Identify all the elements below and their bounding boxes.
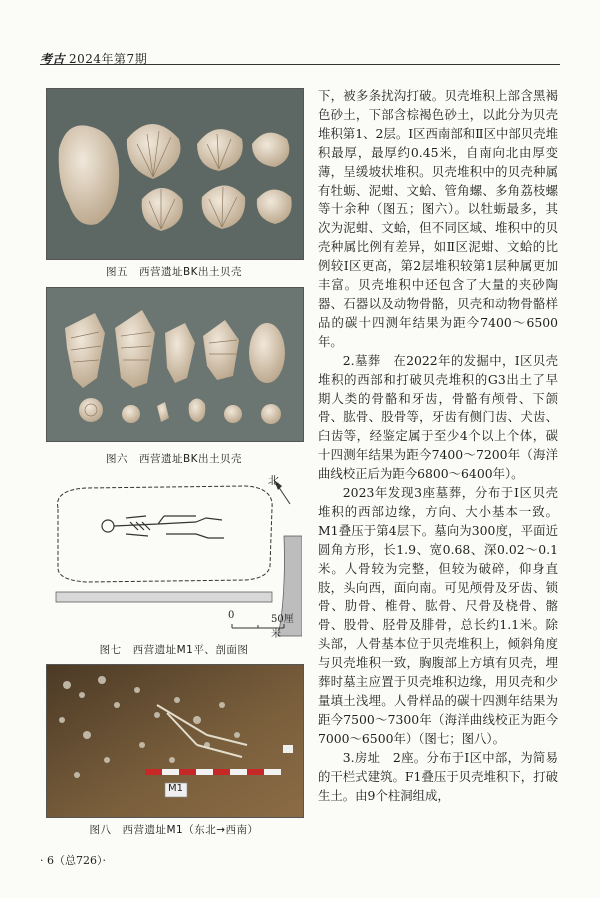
figure-7-caption: 图七 西营遗址M1平、剖面图	[99, 644, 249, 656]
page-number: · 6（总726）·	[40, 854, 106, 867]
figure-8-caption: 图八 西营遗址M1（东北→西南）	[89, 824, 259, 836]
figure-6-caption: 图六 西营遗址BK出土贝壳	[105, 453, 243, 465]
journal-logo: 考古	[40, 52, 66, 66]
figure-8-photo	[46, 664, 304, 818]
body-paragraph: 2023年发现3座墓葬，分布于Ⅰ区贝壳堆积的西部边缘，方向、大小基本一致。M1叠压于第4层下。墓向为300度，平面近圆角方形，长1.9、宽0.68、深0.02～0.1米。人骨较为完整，但较为破碎，仰身直肢，头向西，面向南。可见颅骨及牙齿、锁骨、肋骨、椎骨、肱骨、尺骨及桡骨、髂骨、股骨、胫骨及腓骨，总长约1.1米。除头部，人骨基本位于贝壳堆积上，倾斜角度与贝壳堆积一致，胸腹部上方填有贝壳，埋葬时墓主应置于贝壳堆积边缘，用贝壳和少量填土浅埋。人骨样品的碳十四测年结果为距今7500～7300年（海洋曲线校正为距今7000～6500年）（图七；图八）。	[318, 485, 558, 746]
figure-6-photo	[46, 287, 304, 442]
body-text-column	[318, 87, 558, 805]
scale-zero-label: 0	[228, 610, 235, 621]
issue-label: 2024年第7期	[69, 52, 148, 66]
figure-5-photo	[46, 88, 304, 260]
m1-tag: M1	[168, 783, 183, 794]
header-rule	[40, 64, 560, 65]
north-label: 北	[268, 474, 279, 487]
figure-7-drawing	[46, 474, 302, 640]
body-paragraph: 2.墓葬 在2022年的发掘中，Ⅰ区贝壳堆积的西部和打破贝壳堆积的G3出土了早期人类的骨骼和牙齿，骨骼有颅骨、下颌骨、肱骨、股骨等，牙齿有侧门齿、犬齿、臼齿等，经鉴定属于至少4个以上个体，碳十四测年结果为距今7400～7200年（海洋曲线校正后为距今6800～6400年）。	[318, 352, 558, 482]
body-paragraph: 3.房址 2座。分布于Ⅰ区中部，为简易的干栏式建筑。F1叠压于贝壳堆积下，打破生土。由9个柱洞组成，	[318, 749, 558, 803]
scale-end-label: 50厘米	[271, 614, 294, 640]
body-paragraph: 下，被多条扰沟打破。贝壳堆积上部含黑褐色砂土，下部含棕褐色砂土，以此分为贝壳堆积第1、2层。Ⅰ区西南部和Ⅱ区中部贝壳堆积最厚，最厚约0.45米，自南向北由厚变薄，呈缓坡状堆积。贝壳堆积中的贝壳种属有牡蛎、泥蚶、文蛤、管角螺、多角荔枝螺等十余种（图五；图六）。以牡蛎最多，其次为泥蚶、文蛤，但不同区域、堆积中的贝壳种属比例有差异，如Ⅱ区泥蚶、文蛤的比例较Ⅰ区更高，第2层堆积较第1层种属更加丰富。贝壳堆积中还包含了大量的夹砂陶器、石器以及动物骨骼，贝壳和动物骨骼样品的碳十四测年结果为距今7400～6500年。	[318, 88, 558, 349]
figure-5-caption: 图五 西营遗址BK出土贝壳	[105, 266, 243, 278]
